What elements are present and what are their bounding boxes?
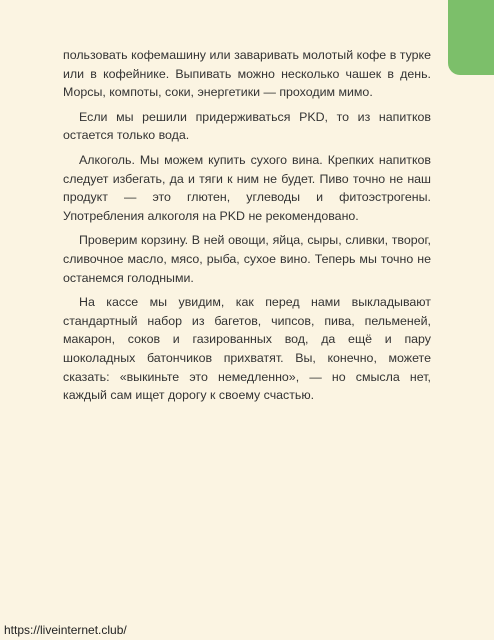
paragraph-checkout: На кассе мы увидим, как перед нами выкладывают стандартный набор из багетов, чипсов, пива, пельменей, макарон, соков и газированных вод, да ещё и пару шоколадных батончиков прихватят. Вы, конечно, можете сказать: «выкиньте это немедленно», — но смысла нет, каждый сам ищет дорогу к своему счастью. [63,295,431,403]
paragraph-coffee: пользовать кофемашину или заваривать молотый кофе в турке или в кофейнике. Выпивать можно несколько чашек в день. Морсы, компоты, соки, энергетики — проходим мимо. [63,48,431,100]
source-url[interactable]: https://liveinternet.club/ [4,623,127,637]
green-side-tab [448,0,494,75]
paragraph-alcohol: Алкоголь. Мы можем купить сухого вина. Крепких напитков следует избегать, да и тяги к ним не будет. Пиво точно не наш продукт — это глютен, углеводы и фитоэстрогены. Употребления алкоголя на PKD не рекомендовано. [63,152,431,223]
paragraph-basket: Проверим корзину. В ней овощи, яйца, сыры, сливки, творог, сливочное масло, мясо, рыба, сухое вино. Теперь мы точно не останемся голодными. [63,233,431,285]
body-text [63,46,431,411]
paragraph-water: Если мы решили придерживаться PKD, то из напитков остается только вода. [63,109,431,143]
